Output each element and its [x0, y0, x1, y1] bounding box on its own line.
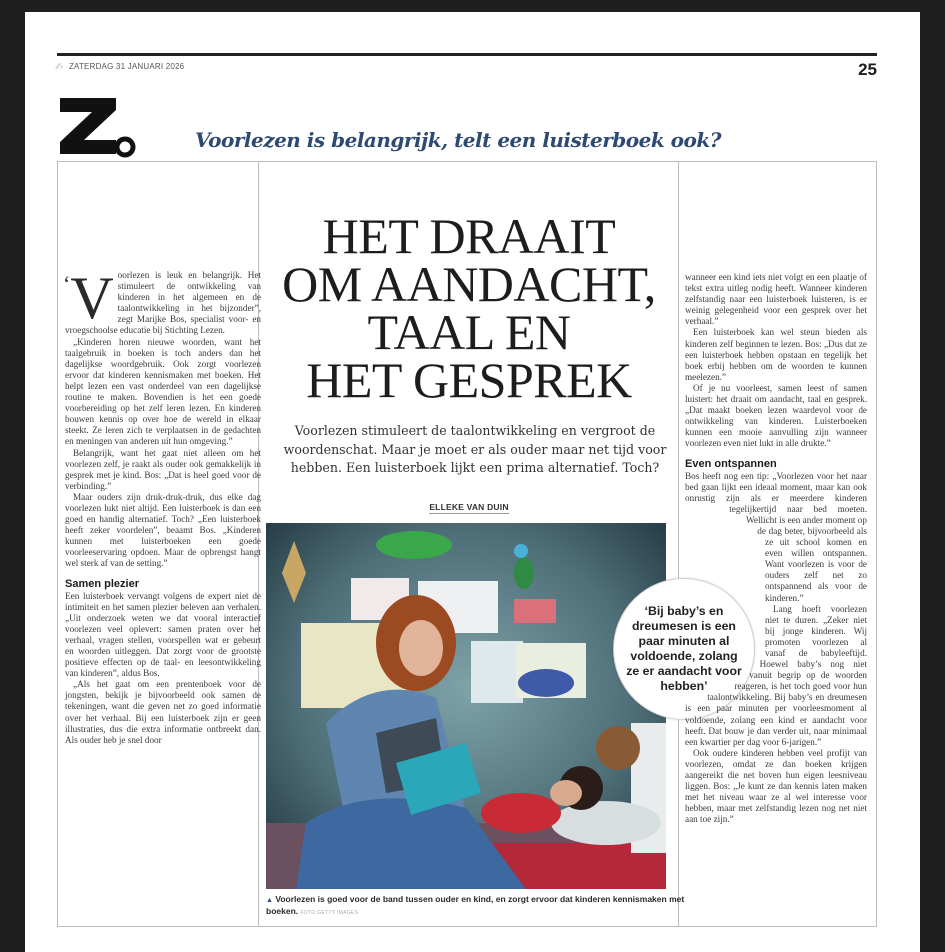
caption-text: Voorlezen is goed voor de band tussen ouder en kind, en zorgt ervoor dat kinderen kennismaken met boeken. [266, 894, 685, 916]
wall-drawing-pot [514, 599, 556, 623]
paragraph: Een luisterboek kan wel steun bieden als kinderen zelf beginnen te lezen. Bos: „Dus dat ze een luisterboek hebben opstaan en tegelijk het boek erbij hebben om de woorden te kunnen meelezen.” [685, 327, 867, 382]
paragraph: Bos heeft nog een tip: „Voorlezen voor het naar bed gaan lijkt een ideaal moment, maar kan ook onrustig zijn als er meerdere kinderen tegelijkertijd naar bed moeten. Wellicht is een ander moment op de dag beter, bijvoorbeeld als ze uit school komen en even willen ontspannen. Want voorlezen is voor de ouders zelf net zo ontspannend als voor de kinderen.” [685, 470, 867, 603]
headline-line: HET GESPREK [306, 352, 632, 408]
headline-line: TAAL EN [367, 304, 571, 360]
wall-drawing-flower [514, 544, 528, 558]
pull-quote: ‘Bij baby’s en dreumesen is een paar minuten al voldoende, zolang ze er aandacht voor hebben’ [613, 578, 755, 720]
pillow [551, 801, 661, 845]
left-text-column [63, 265, 261, 746]
right-text-column [685, 272, 867, 826]
article-photo [266, 523, 666, 889]
paragraph: Een luisterboek vervangt volgens de expert niet de intimiteit en het samen plezier beleven aan verhalen. „Uit onderzoek weten we dat vooral interactief voorlezen veel oplevert: samen praten over het verhaal, vragen stellen, voorspellen wat er gebeurt en woorden uitleggen. Dat zorgt voor de grootste positieve effecten op de taal- en leesontwikkeling van kinderen”, aldus Bos. [65, 590, 261, 679]
triangle-icon: ▲ [266, 897, 273, 904]
headline-line: OM AANDACHT, [282, 256, 656, 312]
child-pajamas [481, 793, 561, 833]
paragraph: Ook oudere kinderen hebben veel profijt van voorlezen, omdat ze dan boeken krijgen aangereikt die net boven hun eigen leesniveau liggen. Bos: „Je kunt ze dan kennis laten maken met het niveau waar ze al wel interesse voor hebben, maar met zelfstandig lezen nog net niet aan toe zijn.” [685, 747, 867, 825]
subheading: Even ontspannen [685, 457, 777, 470]
paragraph: oorlezen is leuk en belangrijk. Het stimuleert de ontwikkeling van kinderen in het algemeen en de taalontwikkeling in het bijzonder”, zegt Marijke Bos, specialist voor- en vroegschoolse educatie bij Stichting Lezen. [65, 270, 261, 336]
section-mark-icon: ⁄⁄› [57, 62, 63, 71]
author-name: ELLEKE VAN DUIN [429, 502, 509, 512]
mother-face [399, 620, 443, 676]
dateline [57, 62, 184, 71]
paragraph: Of je nu voorleest, samen leest of samen luistert: het draait om aandacht, taal en gesprek. „Dat maakt boeken lezen waardevol voor de ontwikkeling van kinderen. Luisterboeken kunnen een mooie aanvulling zijn wanneer voorlezen even niet lukt in alle drukte.” [685, 382, 867, 449]
paragraph: „Kinderen horen nieuwe woorden, want het taalgebruik in boeken is toch anders dan het dagelijkse woordgebruik. Ook zorgt voorlezen ervoor dat kinderen kennismaken met boeken. Het helpt lezen een vast onderdeel van een dagelijkse routine te maken. Bovendien is het een goede voorbereiding op het zelf leren lezen. En kinderen bouwen kennis op over hoe de wereld in elkaar steekt. Ze leren zich te verplaatsen in de gedachten en meningen van anderen uit hun omgeving.” [65, 336, 261, 447]
dropcap: ‘V [63, 265, 114, 331]
section-kicker: Voorlezen is belangrijk, telt een luisterboek ook? [195, 128, 721, 152]
intro-lead: Voorlezen stimuleert de taalontwikkeling en vergroot de woordenschat. Maar je moet er als ouder maar net tijd voor hebben. Een luisterboek lijkt een prima alternatief. Toch? [283, 423, 667, 475]
byline [260, 500, 678, 514]
headline-line: HET DRAAIT [322, 208, 616, 264]
header-rule [57, 53, 877, 56]
paragraph: Maar ouders zijn druk-druk-druk, dus elke dag voorlezen lukt niet altijd. Een luisterboek is dan een goed en handig alternatief. Toch? „Een luisterboek heeft zeker voordelen”, beaamt Bos. „Kinderen kunnen met luisterboeken een goede voorleeservaring opdoen. Maar de opbrengst hangt wel sterk af van de setting.” [65, 491, 261, 569]
photo-caption [266, 894, 686, 919]
paragraph: wanneer een kind iets niet volgt en een plaatje of tekst extra uitleg nodig heeft. Wanneer kinderen zelfstandig naar een luisterboek luisteren, is er weinig gelegenheid voor een gesprek over het verhaal.” [685, 272, 867, 327]
section-logo-zo [58, 96, 136, 158]
wall-drawing-blob [518, 669, 574, 697]
wall-drawing-plant [514, 557, 534, 589]
paragraph: Belangrijk, want het gaat niet alleen om het voorlezen zelf, je raakt als ouder ook gemakkelijk in gesprek met je kind. Bos: „Dat is heel goed voor de verbinding.” [65, 447, 261, 491]
date-text: ZATERDAG 31 JANUARI 2026 [68, 62, 185, 71]
column-divider [678, 162, 679, 926]
child-face [550, 780, 582, 806]
subheading: Samen plezier [65, 577, 139, 590]
teddy-bear [596, 726, 640, 770]
wall-drawing [471, 641, 523, 703]
paragraph: Lang hoeft voorlezen niet te duren. „Zeker niet bij jonge kinderen. Wij promoten voorlezen al vanaf de babyleeftijd. Hoewel baby’s nog niet vanuit begrip op de woorden reageren, is het toch goed voor hun taalontwikkeling. Bij baby’s en dreumesen is een paar minuten per voorleesmoment al voldoende, zolang een kind er aandacht voor heeft. Dat bouw je dan verder uit, naar minimaal een kwartier per dag voor 6-jarigen.” [685, 603, 867, 747]
headline [260, 208, 678, 408]
newspaper-page [25, 12, 920, 952]
paragraph: „Als het gaat om een prentenboek voor de jongsten, bekijk je bijvoorbeeld ook samen de tekeningen, want die geven net zo goed informatie over het verhaal. Bij een luisterboek zijn er geen illustraties, dus die extra informatie ontbreekt dan. Als ouder heb je snel door [65, 679, 261, 745]
page-number: 25 [858, 60, 877, 79]
wall-drawing-leaf [376, 531, 452, 559]
photo-credit: FOTO GETTY IMAGES [300, 910, 359, 916]
